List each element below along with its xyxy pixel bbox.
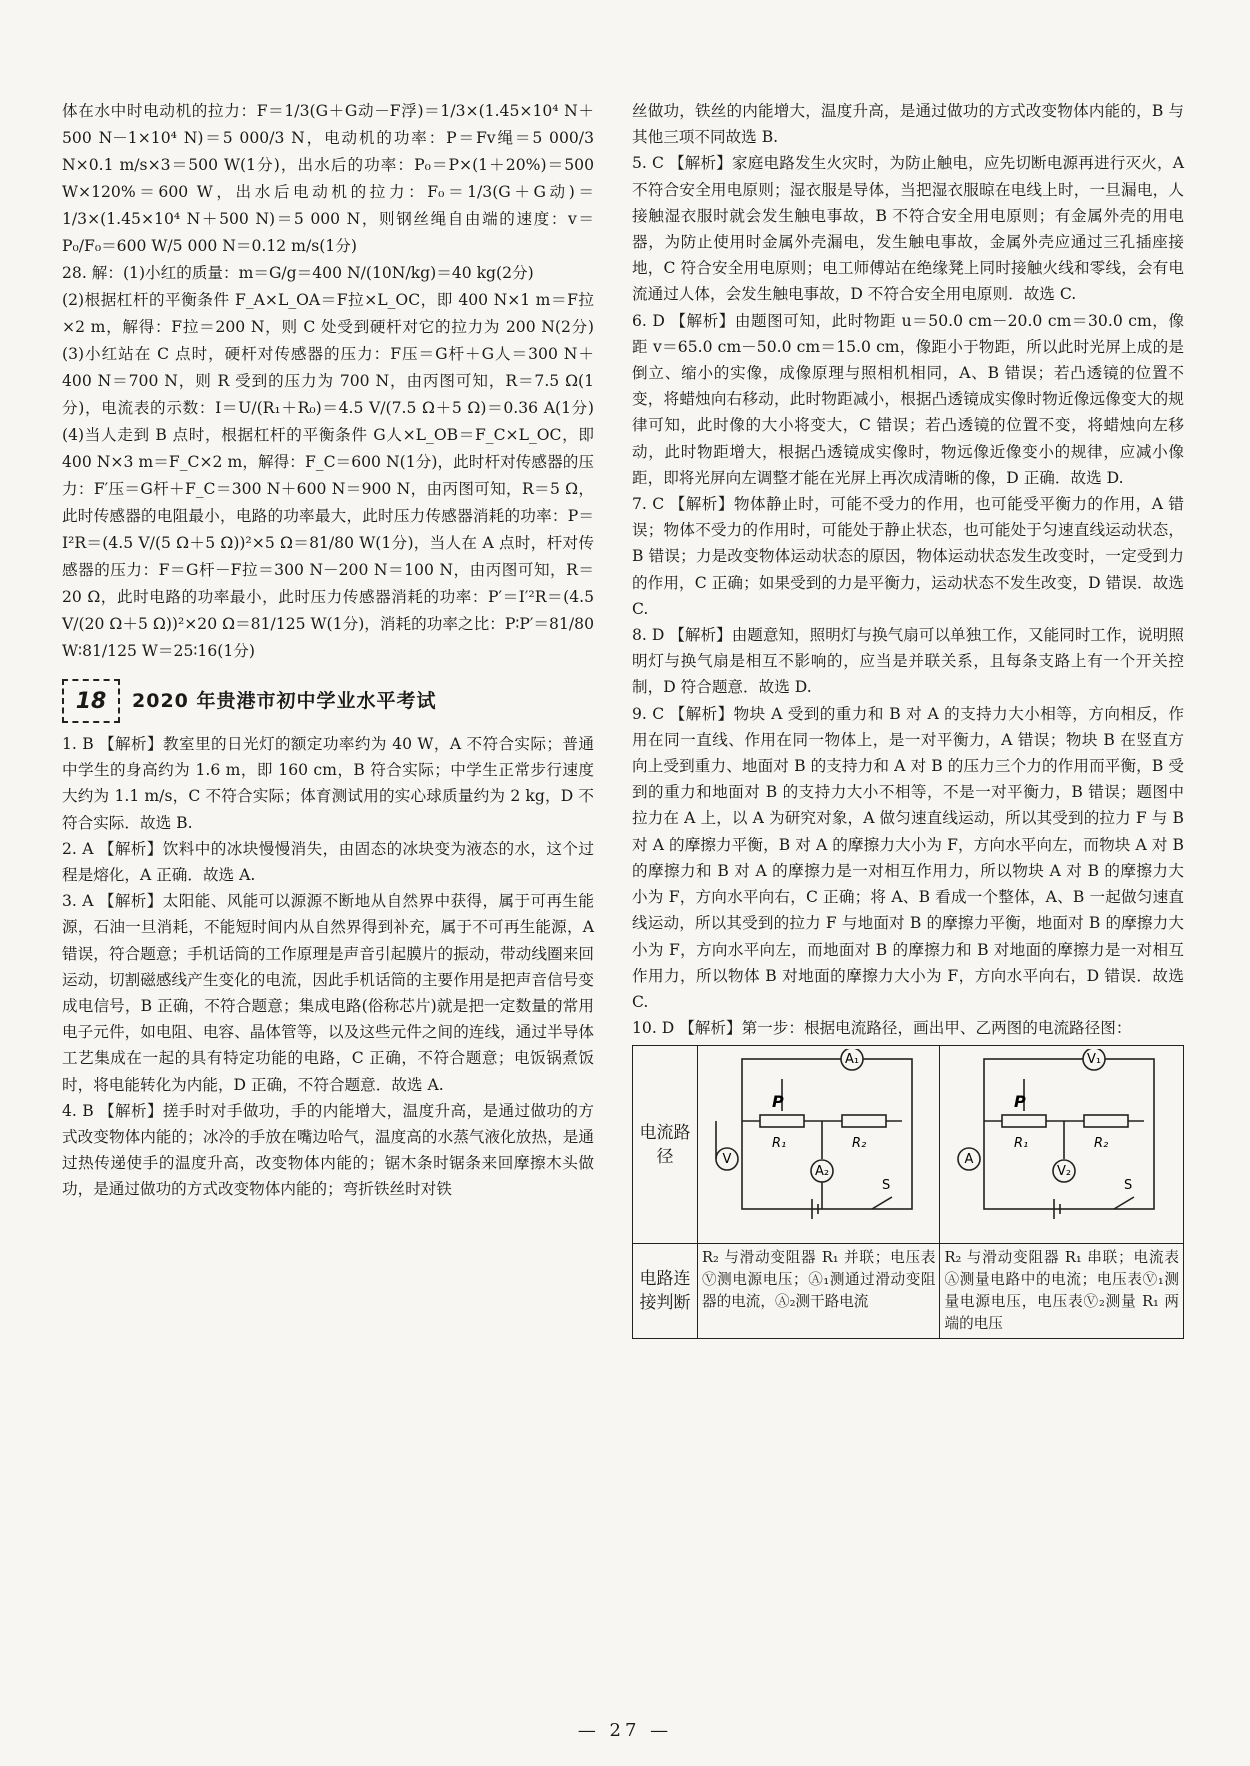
resistor-r1-label: R₁ bbox=[772, 1136, 787, 1152]
circuit-diagram-right bbox=[940, 1046, 1184, 1244]
answer-7: 7. C 【解析】物体静止时，可能不受力的作用，也可能受平衡力的作用，A 错误；物体不受力的作用时，可能处于静止状态，也可能处于匀速直线运动状态，B 错误；力是改变物体运动状态的原因，物体运动状态发生改变时，一定受到力的作用，C 正确；如果受到的力是平衡力，运动状态不发生改变，D 错误．故选 C. bbox=[632, 495, 1184, 618]
answer-27-continued: 体在水中时电动机的拉力：F＝1/3(G＋G动－F浮)＝1/3×(1.45×10⁴ N＋500 N－1×10⁴ N)＝5 000/3 N，电动机的功率：P＝Fv绳＝5 000/3 N×0.1 m/s×3＝500 W(1分)，出水后的功率：P₀＝P×(1＋20%)＝500 W×120%＝600 W，出水后电动机的拉力：F₀＝1/3(G＋G动)＝1/3×(1.45×10⁴ N＋500 N)＝5 000 N，则钢丝绳自由端的速度：v＝P₀/F₀＝600 W/5 000 N＝0.12 m/s(1分) bbox=[62, 102, 594, 255]
slider-p-label: P bbox=[772, 1092, 784, 1112]
answer-6: 6. D 【解析】由题图可知，此时物距 u＝50.0 cm－20.0 cm＝30.0 cm，像距 v＝65.0 cm－50.0 cm＝15.0 cm，像距小于物距，所以此时光屏上成的是倒立、缩小的实像，成像原理与照相机相同，A、B 错误；若凸透镜的位置不变，将蜡烛向右移动，此时物距减小，根据凸透镜成实像时物近像远像变大的规律可知，此时像的大小将变大，C 错误；若凸透镜的位置不变，将蜡烛向左移动，此时物距增大，根据凸透镜成实像时，物远像近像变小的规律，应减小像距，即将光屏向左调整才能在光屏上再次成清晰的像，D 正确．故选 D. bbox=[632, 311, 1184, 487]
resistor-r2-label-2: R₂ bbox=[1094, 1136, 1109, 1152]
answer-10: 10. D 【解析】第一步：根据电流路径，画出甲、乙两图的电流路径图： bbox=[632, 1019, 1132, 1038]
section-title: 2020 年贵港市初中学业水平考试 bbox=[132, 689, 437, 712]
slider-p-label-2: P bbox=[1014, 1092, 1027, 1112]
answer-9: 9. C 【解析】物块 A 受到的重力和 B 对 A 的支持力大小相等，方向相反，作用在同一直线、作用在同一物体上，是一对平衡力，A 错误；物块 B 在竖直方向上受到重力、地面对 B 的支持力和 A 对 B 的压力三个力的作用而平衡，B 受到的重力和地面对 B 的支持力大小不相等，不是一对平衡力，B 错误；题图中拉力在 A 上，以 A 为研究对象，A 做匀速直线运动，所以其受到的拉力 F 与 B 对 A 的摩擦力平衡，B 对 A 的摩擦力大小为 F，方向水平向左，而物块 A 对 B 的摩擦力和 B 对 A 的摩擦力是一对相互作用力，所以物块 A 对 B 的摩擦力大小为 F，方向水平向右，C 正确；将 A、B 看成一个整体，A、B 一起做匀速直线运动，所以其受到的拉力 F 与地面对 B 的摩擦力平衡，地面对 B 的摩擦力大小为 F，方向水平向左，而地面对 B 的摩擦力和 B 对地面的摩擦力是一对相互作用力，所以物体 B 对地面的摩擦力大小为 F，方向水平向右，D 错误．故选 C. bbox=[632, 704, 1184, 1011]
answer-5: 5. C 【解析】家庭电路发生火灾时，为防止触电，应先切断电源再进行灭火，A 不符合安全用电原则；湿衣服是导体，当把湿衣服晾在电线上时，一旦漏电，人接触湿衣服时就会发生触电事故，B 不符合安全用电原则；有金属外壳的用电器，为防止使用时金属外壳漏电，发生触电事故，金属外壳应通过三孔插座接地，C 符合安全用电原则；电工师傅站在绝缘凳上同时接触火线和零线，会有电流通过人体，会发生触电事故，D 不符合安全用电原则．故选 C. bbox=[632, 154, 1184, 304]
section-header bbox=[62, 679, 594, 723]
answer-1: 1. B 【解析】教室里的日光灯的额定功率约为 40 W，A 不符合实际；普通中学生的身高约为 1.6 m，即 160 cm，B 符合实际；中学生正常步行速度大约为 1.1 m/s，C 不符合实际；体育测试用的实心球质量约为 2 kg，D 不符合实际．故选 B. bbox=[62, 735, 594, 832]
page-number: — 27 — bbox=[577, 1720, 673, 1741]
row-head-current-path: 电流路径 bbox=[633, 1046, 698, 1244]
right-column bbox=[632, 98, 1184, 1339]
connection-cell-right: R₂ 与滑动变阻器 R₁ 串联；电流表Ⓐ测量电路中的电流；电压表Ⓥ₁测量电源电压，电压表Ⓥ₂测量 R₁ 两端的电压 bbox=[940, 1244, 1184, 1339]
connection-cell-left: R₂ 与滑动变阻器 R₁ 并联；电压表Ⓥ测电源电压；Ⓐ₁测通过滑动变阻器的电流，Ⓐ₂测干路电流 bbox=[698, 1244, 940, 1339]
ammeter-a1-label: A₁ bbox=[844, 1052, 860, 1068]
answer-4-continued: 丝做功，铁丝的内能增大，温度升高，是通过做功的方式改变物体内能的，B 与其他三项不同故选 B. bbox=[632, 102, 1184, 147]
voltmeter-v2-label: V₂ bbox=[1057, 1164, 1072, 1180]
ammeter-a2-label: A₂ bbox=[814, 1164, 830, 1180]
row-head-connection: 电路连接判断 bbox=[633, 1244, 698, 1339]
voltmeter-v1-label: V₁ bbox=[1087, 1052, 1102, 1068]
ammeter-a-label: A bbox=[965, 1152, 974, 1168]
circuit-diagram-left bbox=[698, 1046, 940, 1244]
switch-s-label: S bbox=[882, 1178, 891, 1194]
circuit-table bbox=[632, 1045, 1184, 1339]
resistor-r1-label-2: R₁ bbox=[1014, 1136, 1029, 1152]
resistor-r2-label: R₂ bbox=[852, 1136, 867, 1152]
voltmeter-v-label: V bbox=[722, 1152, 732, 1168]
answer-2: 2. A 【解析】饮料中的冰块慢慢消失，由固态的冰块变为液态的水，这个过程是熔化，A 正确．故选 A. bbox=[62, 839, 594, 885]
answer-28-part2: (2)根据杠杆的平衡条件 F_A×L_OA＝F拉×L_OC，即 400 N×1 m＝F拉×2 m，解得：F拉＝200 N，则 C 处受到硬杆对它的拉力为 200 N(2分) (3)小红站在 C 点时，硬杆对传感器的压力：F压＝G杆＋G人＝300 N＋400 N＝700 N，则 R 受到的压力为 700 N，由丙图可知，R＝7.5 Ω(1分)，电流表的示数：I＝U/(R₁＋R₀)＝4.5 V/(7.5 Ω＋5 Ω)＝0.36 A(1分) (4)当人走到 B 点时，根据杠杆的平衡条件 G人×L_OB＝F_C×L_OC，即 400 N×3 m＝F_C×2 m，解得：F_C＝600 N(1分)，此时杆对传感器的压力：F′压＝G杆＋F_C＝300 N＋600 N＝900 N，由丙图可知，R＝5 Ω，此时传感器的电阻最小，电路的功率最大，此时压力传感器消耗的功率：P＝I²R＝(4.5 V/(5 Ω＋5 Ω))²×5 Ω＝81/80 W(1分)，当人在 A 点时，杆对传感器的压力：F＝G杆－F拉＝300 N－200 N＝100 N，由丙图可知，R＝20 Ω，此时电路的功率最小，此时压力传感器消耗的功率：P′＝I′²R＝(4.5 V/(20 Ω＋5 Ω))²×20 Ω＝81/125 W(1分)，消耗的功率之比：P∶P′＝81/80 W∶81/125 W＝25∶16(1分) bbox=[62, 291, 610, 660]
circuit-right-svg bbox=[944, 1049, 1174, 1233]
switch-s-label-2: S bbox=[1124, 1178, 1133, 1194]
circuit-left-svg bbox=[702, 1049, 932, 1233]
answer-28-part1: 28. 解：(1)小红的质量：m＝G/g＝400 N/(10N/kg)＝40 kg(2分) bbox=[62, 264, 534, 282]
answer-4: 4. B 【解析】搓手时对手做功，手的内能增大，温度升高，是通过做功的方式改变物体内能的；冰冷的手放在嘴边哈气，温度高的水蒸气液化放热，是通过热传递使手的温度升高，改变物体内能的；锯木条时锯条来回摩擦木头做功，是通过做功的方式改变物体内能的；弯折铁丝时对铁 bbox=[62, 1101, 594, 1199]
section-number-badge: 18 bbox=[62, 679, 120, 723]
left-column bbox=[62, 98, 610, 1203]
answer-8: 8. D 【解析】由题意知，照明灯与换气扇可以单独工作，又能同时工作，说明照明灯与换气扇是相互不影响的，应当是并联关系，且每条支路上有一个开关控制，D 符合题意．故选 D. bbox=[632, 626, 1184, 697]
answer-3: 3. A 【解析】太阳能、风能可以源源不断地从自然界中获得，属于可再生能源，石油一旦消耗，不能短时间内从自然界得到补充，属于不可再生能源，A 错误，符合题意；手机话筒的工作原理是声音引起膜片的振动，带动线圈来回运动，切割磁感线产生变化的电流，因此手机话筒的主要作用是把声音信号变成电信号，B 正确，不符合题意；集成电路(俗称芯片)就是把一定数量的常用电子元件，如电阻、电容、晶体管等，以及这些元件之间的连线，通过半导体工艺集成在一起的具有特定功能的电路，C 正确，不符合题意；电饭锅煮饭时，将电能转化为内能，D 正确，不符合题意．故选 A. bbox=[62, 892, 594, 1094]
